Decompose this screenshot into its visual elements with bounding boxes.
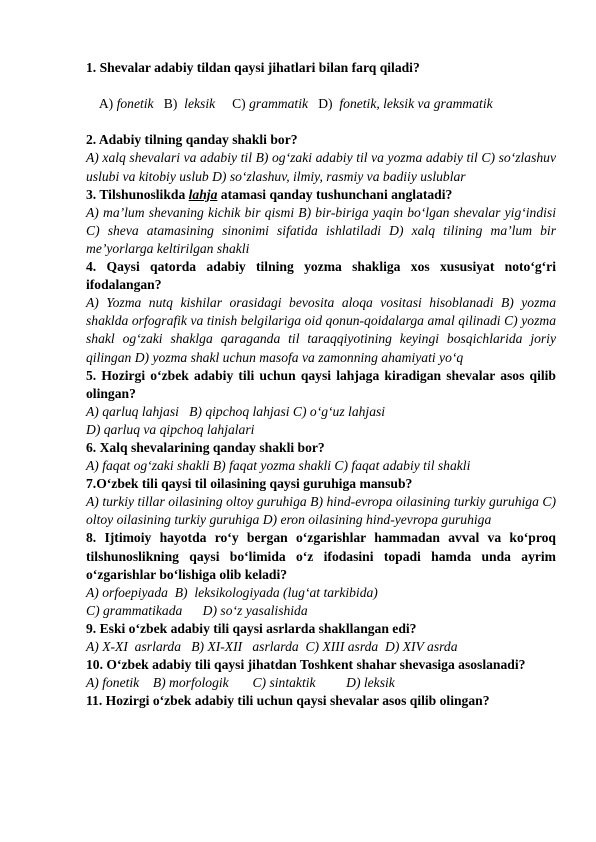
option-label: A)	[98, 96, 117, 112]
option-text: leksik	[180, 96, 216, 112]
question-6: 6. Xalq shevalarining qanday shakli bor?	[86, 439, 325, 455]
underlined-term: lahja	[188, 186, 218, 202]
question-3	[86, 186, 556, 204]
answers-5-line-2: D) qarluq va qipchoq lahjalari	[86, 421, 255, 437]
question-5: 5. Hozirgi o‘zbek adabiy tili uchun qaysi lahjaga kiradigan shevalar asos qilib olingan?	[86, 367, 556, 401]
option-label: B)	[156, 96, 181, 112]
answers-5-line-1: A) qarluq lahjasi B) qipchoq lahjasi C) o‘g‘uz lahjasi	[86, 403, 386, 419]
answers-9: A) X-XI asrlarda B) XI-XII asrlarda C) XIII asrda D) XIV asrda	[86, 639, 458, 654]
question-11: 11. Hozirgi o‘zbek adabiy tili uchun qaysi shevalar asos qilib olingan?	[86, 693, 490, 709]
test-page	[86, 59, 556, 710]
option-label: C)	[215, 96, 250, 112]
option-text: fonetik, leksik va grammatik	[335, 96, 493, 112]
answers-2: A) xalq shevalari va adabiy til B) og‘zaki adabiy til va yozma adabiy til C) so‘zlashuv uslubi va kitobiy uslub D) so‘zlashuv, ilmiy, rasmiy va badiiy uslublar	[86, 150, 556, 184]
answers-6: A) faqat og‘zaki shakli B) faqat yozma shakli C) faqat adabiy til shakli	[86, 458, 471, 474]
question-2: 2. Adabiy tilning qanday shakli bor?	[86, 132, 298, 148]
question-7: 7.O‘zbek tili qaysi til oilasining qaysi guruhiga mansub?	[86, 476, 413, 492]
question-9: 9. Eski o‘zbek adabiy tili qaysi asrlarda shakllangan edi?	[86, 620, 417, 636]
answers-3: A) ma’lum shevaning kichik bir qismi B) bir-biriga yaqin bo‘lgan shevalar yig‘indisi C) sheva atamasining sinonimi sifatida ishlatiladi D) xalq tilining ma’lum bir me’yorlarga keltirilgan shakli	[86, 204, 556, 256]
question-1: 1. Shevalar adabiy tildan qaysi jihatlari bilan farq qiladi?	[86, 60, 420, 75]
answers-8-line-1: A) orfoepiyada B) leksikologiyada (lug‘at tarkibida)	[86, 584, 378, 600]
question-text: 3. Tilshunoslikda	[86, 186, 189, 202]
answers-1	[86, 77, 556, 131]
question-text: atamasi qanday tushunchani anglatadi?	[217, 186, 453, 202]
answers-4: A) Yozma nutq kishilar orasidagi bevosita aloqa vositasi hisoblanadi B) yozma shaklda orfografik va tinish belgilariga oid qonun-qoidalarga amal qilinadi C) yozma shakl og‘zaki shaklga qaraganda til taraqqiyotining keyingi bosqichlarida joriy qilingan D) yozma shakl uchun masofa va zamonning ahamiyati yo‘q	[86, 295, 556, 365]
question-10: 10. O‘zbek adabiy tili qaysi jihatdan Toshkent shahar shevasiga asoslanadi?	[86, 657, 526, 673]
answers-10: A) fonetik B) morfologik C) sintaktik D) leksik	[86, 675, 395, 691]
option-label: D)	[311, 96, 336, 112]
answers-8-line-2: C) grammatikada D) so‘z yasalishida	[86, 602, 308, 618]
option-text: grammatik	[249, 96, 312, 112]
question-8: 8. Ijtimoiy hayotda ro‘y bergan o‘zgarishlar hammadan avval va ko‘proq tilshunoslikning qaysi bo‘limida o‘z ifodasini topadi hamda unda ayrim o‘zgarishlar bo‘lishiga olib keladi?	[86, 530, 556, 582]
answers-7: A) turkiy tillar oilasining oltoy guruhiga B) hind-evropa oilasining turkiy guruhiga C) oltoy oilasining turkiy guruhiga D) eron oilasining hind-yevropa guruhiga	[86, 494, 556, 528]
option-text: fonetik	[116, 96, 157, 112]
question-4: 4. Qaysi qatorda adabiy tilning yozma shakliga xos xususiyat noto‘g‘ri ifodalangan?	[86, 259, 556, 293]
